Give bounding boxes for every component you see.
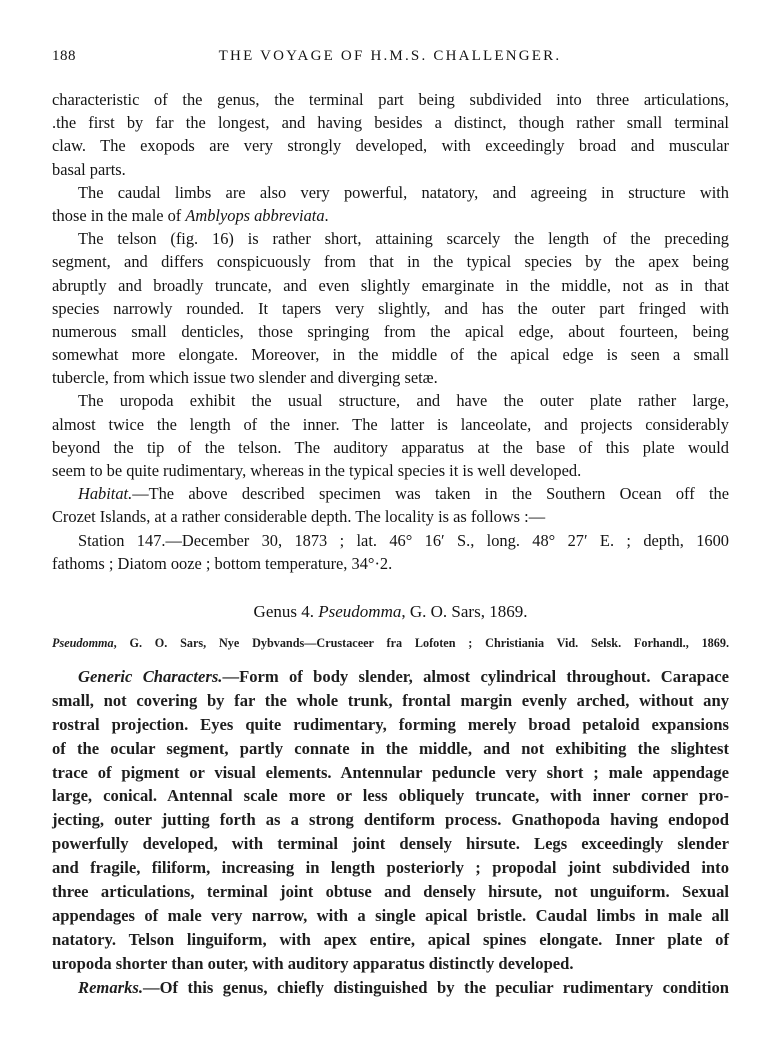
line-text: and fragile, filiform, increasing in length posteriorly ; propodal joint subdivided into: [52, 858, 729, 878]
line-text: three articulations, terminal joint obtuse and densely hirsute, not unguiform. Sexual: [52, 882, 729, 902]
genus-heading-pre: Genus 4.: [253, 602, 319, 621]
text-line: [52, 459, 729, 482]
text-line: [52, 713, 729, 737]
text-line: [52, 482, 729, 505]
line-text: tubercle, from which issue two slender and diverging setæ.: [52, 368, 438, 388]
text-line: [52, 952, 729, 976]
text-line: [52, 904, 729, 928]
line-text: —The above described specimen was taken in the Southern Ocean off the: [132, 484, 729, 504]
text-line: [52, 320, 729, 343]
italic-term: Generic Characters.: [78, 667, 223, 686]
line-text: almost twice the length of the inner. The latter is lanceolate, and projects considerably: [52, 414, 729, 434]
page-header: [52, 48, 728, 68]
line-text: of the ocular segment, partly connate in the middle, and not exhibiting the slightest: [52, 738, 729, 758]
text-line: [52, 158, 729, 181]
text-line: [52, 832, 729, 856]
text-line: [52, 808, 729, 832]
line-text: characteristic of the genus, the terminal part being subdivided into three articulations,: [52, 90, 729, 109]
line-text: rostral projection. Eyes quite rudimentary, forming merely broad petaloid expansions: [52, 714, 729, 734]
line-text: uropoda shorter than outer, with auditory apparatus distinctly developed.: [52, 953, 574, 973]
line-text: —Of this genus, chiefly distinguished by the peculiar rudimentary condition: [143, 977, 729, 997]
line-text: The caudal limbs are also very powerful, natatory, and agreeing in structure with: [78, 182, 729, 202]
line-text: beyond the tip of the telson. The auditory apparatus at the base of this plate would: [52, 437, 729, 457]
text-line: [52, 88, 729, 111]
line-text: small, not covering by far the whole trunk, frontal margin evenly arched, without any: [52, 690, 729, 710]
line-text: somewhat more elongate. Moreover, in the middle of the apical edge is seen a small: [52, 345, 729, 365]
text-line: [52, 204, 729, 227]
line-text: Crozet Islands, at a rather considerable depth. The locality is as follows :—: [52, 507, 546, 527]
text-line: [52, 297, 729, 320]
line-text: natatory. Telson linguiform, with apex entire, apical spines elongate. Inner plate of: [52, 929, 729, 949]
line-text: The uropoda exhibit the usual structure, and have the outer plate rather large,: [78, 391, 729, 411]
text-line: [52, 928, 729, 952]
text-line: [52, 505, 729, 528]
text-line: [52, 784, 729, 808]
line-text: fathoms ; Diatom ooze ; bottom temperature, 34°·2.: [52, 553, 393, 573]
text-line: [52, 111, 729, 134]
line-text: basal parts.: [52, 159, 126, 179]
text-line: [52, 389, 729, 412]
line-text: abruptly and broadly truncate, and even slightly emarginate in the middle, not as in that: [52, 275, 729, 295]
line-text: claw. The exopods are very strongly developed, with exceedingly broad and muscular: [52, 136, 729, 156]
line-text: trace of pigment or visual elements. Antennular peduncle very short ; male appendage: [52, 762, 729, 782]
italic-term: Remarks.: [78, 977, 143, 997]
text-line: [52, 134, 729, 157]
text-line: [52, 366, 729, 389]
genus-heading-post: , G. O. Sars, 1869.: [401, 602, 528, 621]
text-line: [52, 552, 729, 575]
text-line: [52, 274, 729, 297]
line-text: segment, and differs conspicuously from that in the typical species by the apex being: [52, 252, 729, 272]
page-number: 188: [52, 48, 76, 64]
line-text: jecting, outer jutting forth as a strong dentiform process. Gnathopoda having endopod: [52, 810, 729, 830]
text-line: [52, 761, 729, 785]
line-text: those in the male of: [52, 205, 186, 225]
italic-term: Habitat.: [78, 484, 133, 504]
text-line: [52, 665, 729, 689]
running-title: THE VOYAGE OF H.M.S. CHALLENGER.: [218, 48, 562, 64]
text-line: [52, 250, 729, 273]
line-text: large, conical. Antennal scale more or less obliquely truncate, with inner corner pro-: [52, 786, 729, 806]
body-text-section-2: [52, 665, 729, 999]
text-line: [52, 976, 729, 1000]
text-line: [52, 856, 729, 880]
text-line: [52, 343, 729, 366]
citation-text: , G. O. Sars, Nye Dybvands—Crustaceer fra Lofoten ; Christiania Vid. Selsk. Forhandl., 1869.: [113, 636, 729, 650]
text-line: [52, 529, 729, 552]
genus-heading-name: Pseudomma: [318, 602, 402, 621]
line-text: numerous small denticles, those springing from the apical edge, about fourteen, being: [52, 321, 729, 341]
line-text: Station 147.—December 30, 1873 ; lat. 46° 16′ S., long. 48° 27′ E. ; depth, 1600: [78, 530, 729, 550]
line-text: appendages of male very narrow, with a single apical bristle. Caudal limbs in male all: [52, 905, 729, 925]
italic-term: Amblyops abbreviata: [185, 205, 325, 225]
text-line: [52, 413, 729, 436]
text-line: [52, 436, 729, 459]
line-text: species narrowly rounded. It tapers very slightly, and has the outer part fringed with: [52, 298, 729, 318]
body-text-section-1: [52, 88, 729, 575]
text-line: [52, 227, 729, 250]
line-text: .the first by far the longest, and having besides a distinct, though rather small terminal: [52, 113, 729, 133]
genus-citation: [52, 636, 729, 651]
line-text: powerfully developed, with terminal joint densely hirsute. Legs exceedingly slender: [52, 834, 729, 854]
text-line: [52, 880, 729, 904]
text-line: [52, 737, 729, 761]
line-text: .: [324, 205, 329, 225]
line-text: seem to be quite rudimentary, whereas in the typical species it is well developed.: [52, 461, 582, 480]
citation-genus-name: Pseudomma: [52, 636, 114, 650]
line-text: The telson (fig. 16) is rather short, attaining scarcely the length of the preceding: [78, 229, 729, 249]
text-line: [52, 181, 729, 204]
line-text: —Form of body slender, almost cylindrical throughout. Carapace: [222, 667, 729, 686]
text-line: [52, 689, 729, 713]
genus-heading: [52, 602, 729, 622]
